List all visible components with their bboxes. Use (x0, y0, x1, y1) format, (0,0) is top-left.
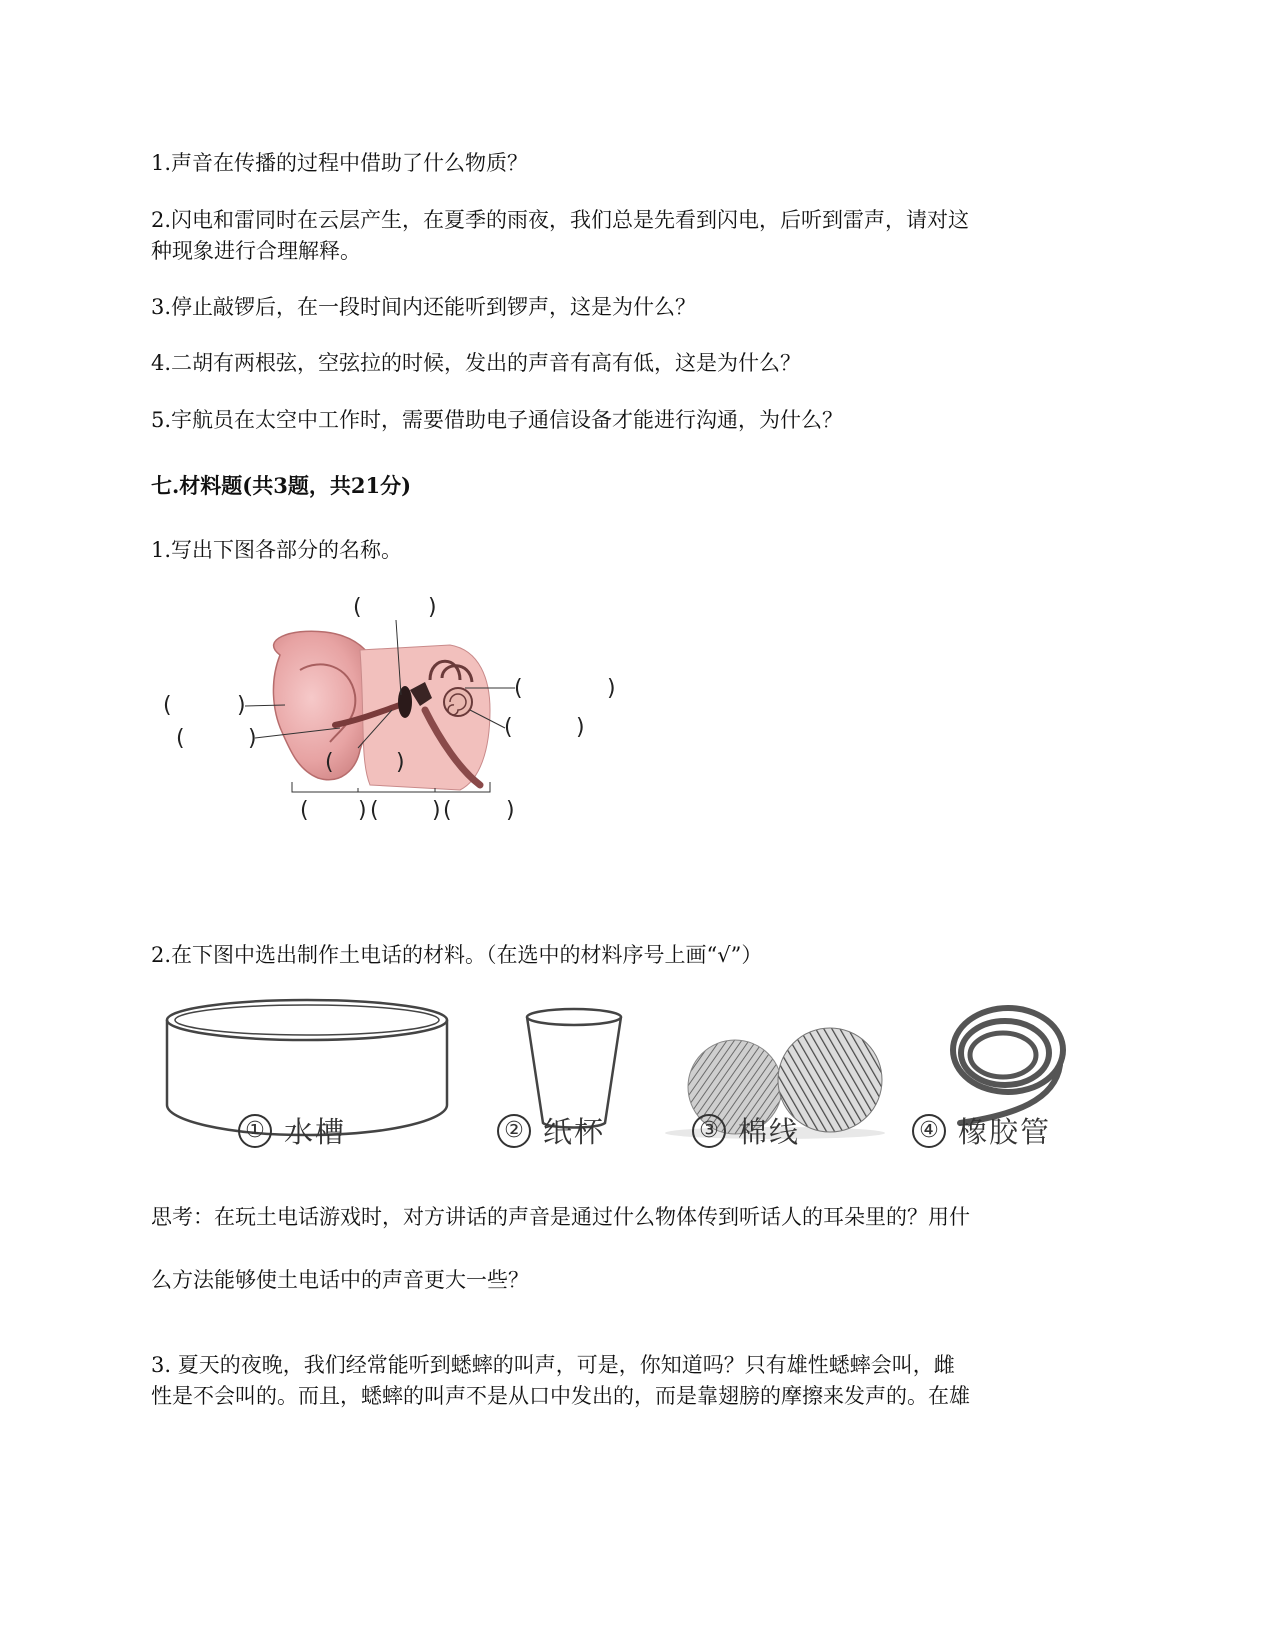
material-4-label (912, 1110, 1051, 1151)
question-7-3-line1: 3. 夏天的夜晚，我们经常能听到蟋蟀的叫声，可是，你知道吗？只有雄性蟋蟀会叫，雌 (151, 1353, 955, 1377)
blank-top (353, 595, 437, 620)
svg-text:(: ( (325, 750, 334, 775)
svg-text:(: ( (163, 693, 172, 718)
question-7-3-line2: 性是不会叫的。而且，蟋蟀的叫声不是从口中发出的，而是靠翅膀的摩擦来发声的。在雄 (151, 1384, 970, 1408)
svg-text:(: ( (370, 798, 379, 823)
material-3-label (692, 1110, 800, 1151)
material-2-number: ② (497, 1114, 531, 1148)
blank-left-1 (163, 693, 246, 718)
ear-diagram (160, 595, 660, 870)
blank-right-2 (504, 715, 585, 740)
material-4-name: 橡胶管 (958, 1115, 1052, 1149)
svg-text:(: ( (176, 726, 185, 751)
question-6-4: 4.二胡有两根弦，空弦拉的时候，发出的声音有高有低，这是为什么？ (151, 351, 802, 375)
eardrum-shape (398, 686, 412, 718)
svg-text:): ) (248, 726, 257, 751)
rubber-tube-picture (953, 1008, 1063, 1123)
question-7-2: 2.在下图中选出制作土电话的材料。（在选中的材料序号上画“√”） (151, 943, 763, 967)
svg-text:): ) (576, 715, 585, 740)
think-line-2: 么方法能够使土电话中的声音更大一些？ (151, 1268, 529, 1292)
svg-text:): ) (358, 798, 367, 823)
question-6-3: 3.停止敲锣后，在一段时间内还能听到锣声，这是为什么？ (151, 295, 697, 319)
blank-bottom-row (300, 798, 515, 823)
material-1-label (238, 1110, 346, 1151)
material-3-name: 棉线 (738, 1115, 801, 1149)
material-2-label (497, 1110, 605, 1151)
svg-text:): ) (432, 798, 441, 823)
svg-text:): ) (428, 595, 437, 620)
material-3-number: ③ (692, 1114, 726, 1148)
material-1-name: 水槽 (284, 1115, 347, 1149)
svg-text:(: ( (300, 798, 309, 823)
blank-right-1 (514, 676, 616, 701)
think-line-1: 思考：在玩土电话游戏时，对方讲话的声音是通过什么物体传到听话人的耳朵里的？用什 (151, 1205, 970, 1229)
svg-text:): ) (396, 750, 405, 775)
question-7-1: 1.写出下图各部分的名称。 (151, 538, 403, 562)
question-6-1: 1.声音在传播的过程中借助了什么物质？ (151, 151, 529, 175)
question-6-5: 5.宇航员在太空中工作时，需要借助电子通信设备才能进行沟通，为什么？ (151, 408, 844, 432)
svg-text:): ) (506, 798, 515, 823)
material-2-name: 纸杯 (543, 1115, 606, 1149)
blank-left-2 (176, 726, 257, 751)
question-6-2-line1: 2.闪电和雷同时在云层产生，在夏季的雨夜，我们总是先看到闪电，后听到雷声，请对这 (151, 208, 970, 232)
material-4-number: ④ (912, 1114, 946, 1148)
svg-text:(: ( (514, 676, 523, 701)
svg-text:(: ( (353, 595, 362, 620)
material-1-number: ① (238, 1114, 272, 1148)
section-heading: 七.材料题(共3题，共21分) (151, 473, 412, 498)
svg-text:(: ( (504, 715, 513, 740)
svg-text:): ) (607, 676, 616, 701)
question-6-2-line2: 种现象进行合理解释。 (151, 239, 361, 263)
svg-text:(: ( (443, 798, 452, 823)
svg-text:): ) (237, 693, 246, 718)
